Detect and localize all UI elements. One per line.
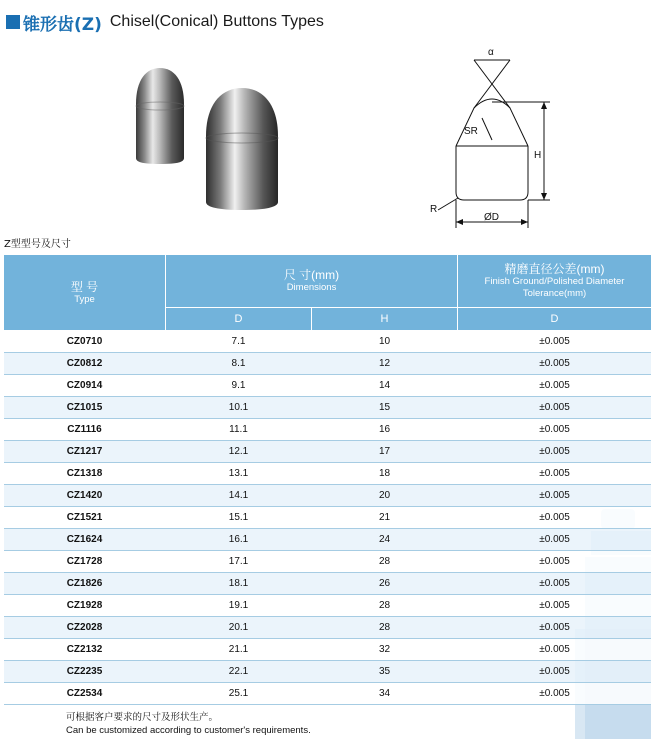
table-row [4, 397, 651, 419]
sr-label: SR [464, 126, 478, 137]
header-tol-cn: 精磨直径公差(mm) [504, 262, 605, 276]
cell-type: CZ1318 [4, 463, 166, 485]
cell-tolerance: ±0.005 [458, 507, 651, 529]
cell-h: 18 [312, 463, 458, 485]
table-row [4, 617, 651, 639]
cell-type: CZ0812 [4, 353, 166, 375]
cell-tolerance: ±0.005 [458, 463, 651, 485]
cell-type: CZ1420 [4, 485, 166, 507]
table-row [4, 683, 651, 705]
table-row [4, 529, 651, 551]
cell-type: CZ1928 [4, 595, 166, 617]
cell-tolerance: ±0.005 [458, 419, 651, 441]
cell-type: CZ2132 [4, 639, 166, 661]
cell-type: CZ1624 [4, 529, 166, 551]
page-title [6, 8, 324, 36]
header-dimensions [166, 255, 458, 308]
cell-h: 21 [312, 507, 458, 529]
cell-h: 26 [312, 573, 458, 595]
table-row [4, 353, 651, 375]
cell-d: 20.1 [166, 617, 312, 639]
cell-tolerance: ±0.005 [458, 397, 651, 419]
cell-type: CZ2235 [4, 661, 166, 683]
h-label: H [534, 150, 542, 161]
cell-tolerance: ±0.005 [458, 441, 651, 463]
header-tolerance [458, 255, 651, 308]
dimension-diagram [418, 40, 558, 236]
cell-d: 15.1 [166, 507, 312, 529]
header-type-cn: 型 号 [70, 279, 99, 294]
cell-d: 12.1 [166, 441, 312, 463]
header-tol-en-1: Finish Ground/Polished Diameter [484, 276, 625, 287]
cell-type: CZ0914 [4, 375, 166, 397]
header-col-tol-d: D [458, 308, 651, 331]
title-square-icon [6, 15, 20, 29]
cell-h: 28 [312, 551, 458, 573]
cell-type: CZ1217 [4, 441, 166, 463]
cell-h: 28 [312, 617, 458, 639]
cell-d: 21.1 [166, 639, 312, 661]
cell-d: 17.1 [166, 551, 312, 573]
table-row [4, 331, 651, 353]
cell-type: CZ2534 [4, 683, 166, 705]
product-photo [128, 60, 298, 212]
table-row [4, 463, 651, 485]
cell-type: CZ2028 [4, 617, 166, 639]
cell-tolerance: ±0.005 [458, 595, 651, 617]
table-row [4, 551, 651, 573]
cell-h: 28 [312, 595, 458, 617]
table-row [4, 595, 651, 617]
cell-type: CZ1015 [4, 397, 166, 419]
cell-tolerance: ±0.005 [458, 331, 651, 353]
cell-h: 17 [312, 441, 458, 463]
cell-tolerance: ±0.005 [458, 529, 651, 551]
table-row [4, 639, 651, 661]
table-row [4, 485, 651, 507]
cell-d: 25.1 [166, 683, 312, 705]
cell-h: 12 [312, 353, 458, 375]
cell-tolerance: ±0.005 [458, 353, 651, 375]
alpha-label: α [488, 47, 494, 58]
cell-d: 16.1 [166, 529, 312, 551]
cell-h: 16 [312, 419, 458, 441]
d-label: ØD [484, 212, 499, 223]
cell-h: 15 [312, 397, 458, 419]
cell-type: CZ1826 [4, 573, 166, 595]
table-row [4, 507, 651, 529]
cell-tolerance: ±0.005 [458, 617, 651, 639]
cell-h: 24 [312, 529, 458, 551]
table-row [4, 441, 651, 463]
table-row [4, 573, 651, 595]
cell-h: 10 [312, 331, 458, 353]
header-col-h: H [312, 308, 458, 331]
header-type [4, 255, 166, 331]
cell-d: 22.1 [166, 661, 312, 683]
cell-tolerance: ±0.005 [458, 375, 651, 397]
cell-type: CZ0710 [4, 331, 166, 353]
cell-h: 34 [312, 683, 458, 705]
header-type-en: Type [74, 293, 95, 305]
table-header-row [4, 255, 651, 308]
cell-d: 11.1 [166, 419, 312, 441]
cell-tolerance: ±0.005 [458, 573, 651, 595]
cell-tolerance: ±0.005 [458, 683, 651, 705]
cell-d: 14.1 [166, 485, 312, 507]
note-cn: 可根据客户要求的尺寸及形状生产。 [66, 712, 219, 723]
spec-table [3, 254, 651, 705]
cell-type: CZ1728 [4, 551, 166, 573]
cell-d: 18.1 [166, 573, 312, 595]
header-dim-en: Dimensions [286, 282, 337, 293]
table-subtitle: Z型型号及尺寸 [4, 239, 71, 250]
cell-h: 32 [312, 639, 458, 661]
cell-h: 20 [312, 485, 458, 507]
title-english: Chisel(Conical) Buttons Types [109, 13, 324, 30]
header-col-d: D [166, 308, 312, 331]
cell-tolerance: ±0.005 [458, 485, 651, 507]
cell-d: 13.1 [166, 463, 312, 485]
r-label: R [430, 204, 438, 215]
cell-type: CZ1521 [4, 507, 166, 529]
cell-d: 19.1 [166, 595, 312, 617]
table-row [4, 419, 651, 441]
header-dim-cn: 尺 寸(mm) [283, 268, 340, 282]
cell-tolerance: ±0.005 [458, 639, 651, 661]
cell-d: 10.1 [166, 397, 312, 419]
table-row [4, 375, 651, 397]
customization-note [66, 711, 311, 737]
table-row [4, 661, 651, 683]
cell-d: 7.1 [166, 331, 312, 353]
cell-d: 9.1 [166, 375, 312, 397]
note-en: Can be customized according to customer's requirements. [66, 725, 311, 736]
cell-tolerance: ±0.005 [458, 551, 651, 573]
cell-type: CZ1116 [4, 419, 166, 441]
cell-h: 35 [312, 661, 458, 683]
cell-d: 8.1 [166, 353, 312, 375]
small-button-image [136, 68, 184, 164]
large-button-image [206, 88, 278, 210]
cell-h: 14 [312, 375, 458, 397]
header-tol-en-2: Tolerance(mm) [522, 288, 587, 299]
title-chinese: 锥形齿(Z) [23, 14, 102, 35]
cell-tolerance: ±0.005 [458, 661, 651, 683]
